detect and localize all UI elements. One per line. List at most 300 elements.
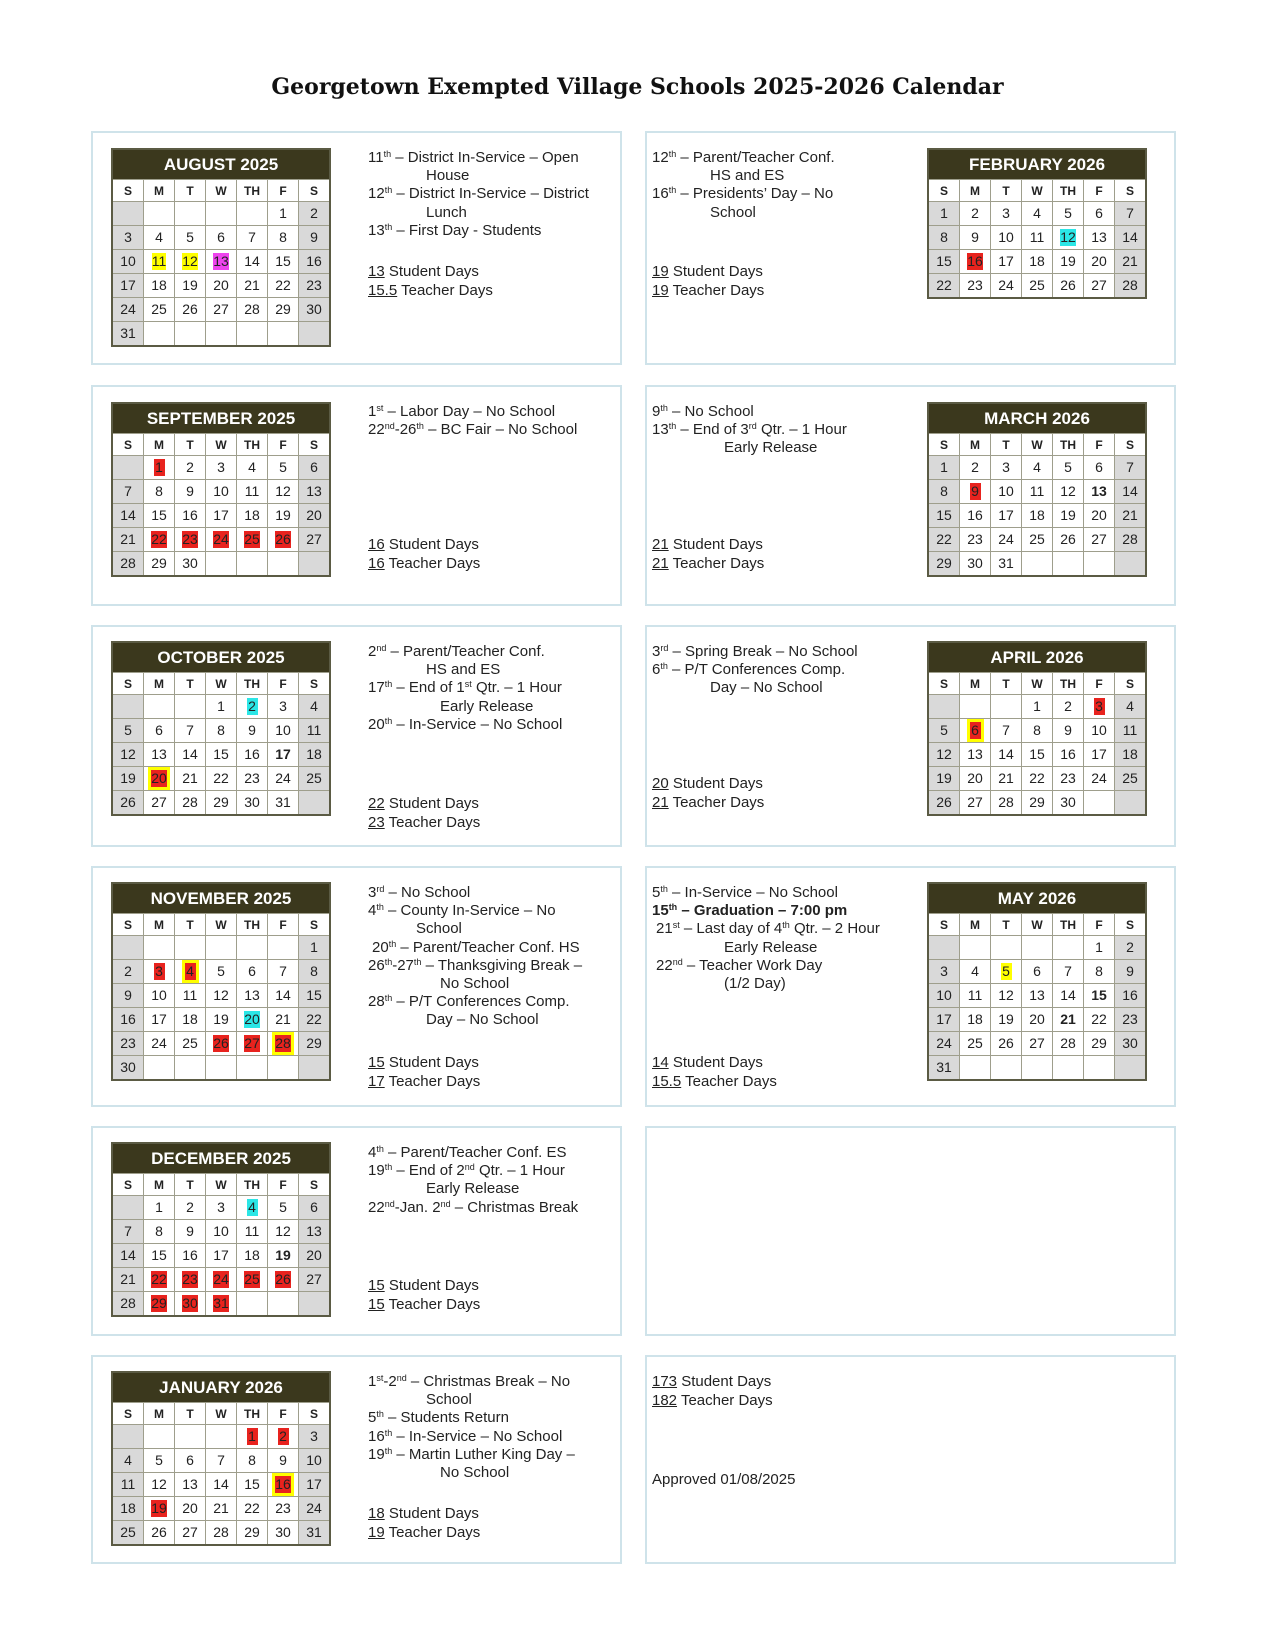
day-cell [237,1032,268,1056]
day-number: 12 [275,483,291,499]
note-line: Early Release [426,1180,520,1198]
day-cell [144,504,175,528]
day-number: 17 [275,746,291,762]
day-cell [268,298,299,322]
day-cell [991,791,1022,816]
day-cell [112,202,144,226]
day-number: 5 [279,459,287,475]
day-cell [206,791,237,816]
weekday-header: W [206,673,237,695]
day-cell [1053,1032,1084,1056]
day-number: 18 [1029,253,1045,269]
weekday-header: S [299,180,331,202]
day-cell [268,1268,299,1292]
day-cell [960,767,991,791]
day-cell [1115,695,1147,719]
day-number: 11 [1029,229,1045,245]
day-cell [1022,719,1053,743]
weekday-header: W [1022,180,1053,202]
day-cell [960,791,991,816]
day-cell [1084,743,1115,767]
weekday-header: S [928,180,960,202]
day-number: 4 [248,1199,256,1215]
day-cell [112,1521,144,1546]
day-cell [1115,984,1147,1008]
weekday-header: S [112,673,144,695]
day-number: 9 [1064,722,1072,738]
day-cell [1053,743,1084,767]
day-cell [268,1244,299,1268]
day-cell [175,791,206,816]
note-line: Lunch [426,203,467,221]
day-cell [237,1425,268,1449]
weekday-header: T [175,180,206,202]
day-cell [299,1292,331,1317]
day-cell [928,480,960,504]
student-days-label: Student Days [388,1054,479,1071]
calendar-jan [111,1371,331,1546]
day-number: 19 [998,1011,1014,1027]
day-number: 30 [275,1524,291,1540]
day-number: 8 [310,963,318,979]
day-cell [1084,1032,1115,1056]
day-number: 3 [155,963,163,979]
day-cell [1053,1008,1084,1032]
day-number: 29 [151,555,167,571]
note-line: 26th-27th – Thanksgiving Break – [368,956,583,974]
day-number: 16 [1122,987,1138,1003]
weekday-header: S [928,434,960,456]
day-cell [991,456,1022,480]
day-number: 20 [1091,507,1107,523]
day-number: 13 [967,746,983,762]
day-number: 15 [213,746,229,762]
day-number: 11 [967,987,983,1003]
day-cell [960,960,991,984]
note-line: 1st – Labor Day – No School [368,403,556,420]
day-cell [1053,719,1084,743]
day-number: 7 [248,229,256,245]
day-cell [144,552,175,577]
day-number: 5 [217,963,225,979]
teacher-days-count: 19 [652,281,669,299]
day-number: 21 [213,1500,229,1516]
day-cell [144,1521,175,1546]
day-number: 20 [182,1500,198,1516]
year-totals [652,1373,773,1410]
day-cell [268,791,299,816]
day-cell [1022,767,1053,791]
day-cell [960,504,991,528]
note-line: 13th – End of 3rd Qtr. – 1 Hour [652,421,847,439]
day-number: 11 [182,987,198,1003]
day-cell [144,719,175,743]
weekday-header: M [144,180,175,202]
day-number: 7 [1126,459,1134,475]
note-line: 3rd – No School [368,884,471,901]
note-line: 12th – Parent/Teacher Conf. [652,149,835,166]
day-number: 29 [1091,1035,1107,1051]
day-number: 3 [310,1428,318,1444]
teacher-days-label: Teacher Days [685,1072,777,1090]
day-number: 28 [120,555,136,571]
day-number: 27 [213,301,229,317]
counts-aug [368,263,493,300]
day-cell [1022,528,1053,552]
teacher-days-label: Teacher Days [672,793,765,811]
day-number: 7 [1126,205,1134,221]
day-cell [1053,791,1084,816]
notes-feb [652,149,835,222]
day-number: 27 [306,1271,322,1287]
day-cell [299,960,331,984]
day-number: 11 [244,483,260,499]
day-cell [175,1449,206,1473]
day-number: 28 [275,1035,291,1051]
day-cell [960,552,991,577]
day-cell [1022,791,1053,816]
note-line: 19th – Martin Luther King Day – [368,1445,575,1463]
weekday-header: TH [237,673,268,695]
day-number: 28 [213,1524,229,1540]
day-cell [1022,456,1053,480]
day-cell [960,250,991,274]
day-cell [175,984,206,1008]
day-number: 18 [1029,507,1045,523]
day-number: 7 [1002,722,1010,738]
teacher-days-count: 21 [652,554,669,572]
day-cell [1115,250,1147,274]
day-cell [175,1521,206,1546]
day-cell [144,528,175,552]
day-cell [299,984,331,1008]
day-number: 23 [306,277,322,293]
day-cell [112,322,144,347]
day-number: 30 [244,794,260,810]
day-number: 11 [244,1223,260,1239]
day-number: 4 [971,963,979,979]
day-cell [1115,743,1147,767]
day-number: 23 [244,770,260,786]
day-number: 27 [1091,277,1107,293]
weekday-header: M [960,180,991,202]
day-cell [268,719,299,743]
month-header: NOVEMBER 2025 [112,883,330,914]
weekday-header: W [1022,914,1053,936]
day-cell [144,202,175,226]
day-cell [991,960,1022,984]
day-number: 10 [151,987,167,1003]
day-number: 21 [120,1271,136,1287]
day-cell [112,1056,144,1081]
day-cell [237,1473,268,1497]
day-cell [299,528,331,552]
note-line: 28th – P/T Conferences Comp. [368,993,570,1011]
day-cell [299,936,331,960]
day-cell [991,274,1022,299]
day-cell [175,528,206,552]
day-cell [206,480,237,504]
day-cell [299,480,331,504]
day-cell [268,226,299,250]
day-cell [1022,984,1053,1008]
day-cell [206,322,237,347]
day-cell [1084,202,1115,226]
day-cell [299,767,331,791]
day-cell [175,1196,206,1220]
day-cell [1053,984,1084,1008]
day-number: 12 [1060,229,1076,245]
day-number: 6 [155,722,163,738]
day-number: 20 [151,770,167,786]
day-number: 9 [186,483,194,499]
weekday-header: F [268,180,299,202]
month-header: MAY 2026 [928,883,1146,914]
day-cell [991,936,1022,960]
day-cell [112,1220,144,1244]
day-number: 27 [151,794,167,810]
teacher-days-count: 15.5 [652,1072,682,1090]
day-cell [237,743,268,767]
day-cell [960,1008,991,1032]
day-number: 19 [275,1247,291,1263]
day-number: 8 [279,229,287,245]
day-number: 23 [120,1035,136,1051]
weekday-header: S [112,180,144,202]
day-number: 23 [182,531,198,547]
calendar-oct [111,641,331,816]
day-cell [928,936,960,960]
day-number: 16 [306,253,322,269]
day-number: 6 [1095,205,1103,221]
teacher-days-count: 21 [652,793,669,811]
day-number: 22 [151,1271,167,1287]
day-cell [928,743,960,767]
day-number: 1 [248,1428,256,1444]
day-number: 11 [1029,483,1045,499]
note-line: 4th – Parent/Teacher Conf. ES [368,1144,567,1161]
day-cell [299,1220,331,1244]
day-cell [268,1292,299,1317]
student-days-label: Student Days [672,1054,763,1071]
day-number: 10 [1091,722,1107,738]
student-days-count: 19 [652,263,669,280]
day-number: 16 [967,253,983,269]
calendar-feb [927,148,1147,299]
day-cell [112,250,144,274]
day-number: 26 [182,301,198,317]
day-cell [175,1008,206,1032]
day-cell [112,552,144,577]
day-number: 3 [1002,205,1010,221]
day-number: 3 [217,459,225,475]
teacher-days-label: Teacher Days [401,281,493,299]
day-number: 31 [306,1524,322,1540]
day-number: 26 [213,1035,229,1051]
day-number: 20 [1091,253,1107,269]
day-cell [299,456,331,480]
day-cell [175,226,206,250]
day-number: 23 [967,531,983,547]
note-line: 19th – End of 2nd Qtr. – 1 Hour [368,1162,565,1180]
day-number: 13 [1091,229,1107,245]
weekday-header: F [268,1174,299,1196]
day-cell [928,456,960,480]
student-days-count: 15 [368,1054,385,1071]
day-number: 10 [213,483,229,499]
weekday-header: W [206,180,237,202]
day-cell [991,1008,1022,1032]
day-number: 24 [120,301,136,317]
note-line: Early Release [724,938,818,956]
day-number: 5 [1064,459,1072,475]
day-number: 28 [120,1295,136,1311]
day-number: 2 [124,963,132,979]
day-number: 15 [244,1476,260,1492]
student-days-count: 18 [368,1505,385,1522]
day-number: 22 [213,770,229,786]
day-number: 5 [155,1452,163,1468]
calendar-mar [927,402,1147,577]
day-number: 19 [151,1500,167,1516]
day-number: 30 [182,555,198,571]
day-cell [175,767,206,791]
counts-sep [368,536,480,573]
day-cell [237,719,268,743]
day-cell [928,202,960,226]
day-cell [206,1244,237,1268]
day-cell [237,960,268,984]
teacher-days-label: Teacher Days [672,554,765,572]
day-cell [112,1473,144,1497]
weekday-header: S [112,914,144,936]
day-number: 18 [182,1011,198,1027]
day-number: 18 [244,507,260,523]
day-number: 14 [1122,229,1138,245]
day-cell [960,984,991,1008]
weekday-header: S [112,1174,144,1196]
day-number: 28 [244,301,260,317]
day-cell [144,1244,175,1268]
day-number: 16 [1060,746,1076,762]
day-number: 17 [213,507,229,523]
day-cell [299,1244,331,1268]
day-number: 8 [248,1452,256,1468]
day-cell [206,504,237,528]
day-cell [144,1425,175,1449]
day-cell [237,456,268,480]
day-number: 6 [248,963,256,979]
day-cell [960,226,991,250]
day-number: 7 [186,722,194,738]
day-number: 10 [306,1452,322,1468]
day-number: 12 [213,987,229,1003]
day-cell [112,274,144,298]
teacher-days-label: Teacher Days [388,1295,481,1313]
day-cell [928,226,960,250]
day-cell [1053,202,1084,226]
day-cell [175,480,206,504]
day-cell [144,695,175,719]
day-number: 17 [120,277,136,293]
day-cell [1115,552,1147,577]
day-cell [268,984,299,1008]
day-cell [1084,1056,1115,1081]
day-cell [206,1268,237,1292]
day-cell [1084,456,1115,480]
day-number: 15 [936,253,952,269]
day-cell [299,1032,331,1056]
notes-mar [652,403,847,458]
day-cell [299,1473,331,1497]
day-number: 30 [182,1295,198,1311]
day-number: 13 [306,483,322,499]
day-number: 30 [967,555,983,571]
day-number: 16 [967,507,983,523]
weekday-header: TH [1053,180,1084,202]
day-number: 25 [244,1271,260,1287]
day-cell [237,1196,268,1220]
note-line: 1st-2nd – Christmas Break – No [368,1373,571,1390]
weekday-header: S [112,1403,144,1425]
day-cell [1115,1032,1147,1056]
note-line: 13th – First Day - Students [368,221,542,239]
note-line: No School [440,975,510,993]
teacher-days-count: 23 [368,813,385,831]
day-cell [206,1497,237,1521]
day-number: 30 [1060,794,1076,810]
day-number: 1 [1033,698,1041,714]
day-cell [960,695,991,719]
day-number: 28 [998,794,1014,810]
day-number: 14 [244,253,260,269]
day-number: 22 [936,277,952,293]
day-number: 1 [217,698,225,714]
day-number: 22 [306,1011,322,1027]
weekday-header: S [112,434,144,456]
counts-jan [368,1505,480,1542]
weekday-header: F [268,673,299,695]
day-number: 26 [275,531,291,547]
day-number: 12 [998,987,1014,1003]
weekday-header: M [960,673,991,695]
day-cell [268,1220,299,1244]
day-cell [144,298,175,322]
day-cell [1115,719,1147,743]
day-cell [175,695,206,719]
note-line: 6th – P/T Conferences Comp. [652,661,846,679]
day-number: 15 [1029,746,1045,762]
day-number: 17 [998,253,1014,269]
day-cell [206,1449,237,1473]
day-number: 7 [124,1223,132,1239]
teacher-days-label: Teacher Days [672,281,765,299]
day-cell [175,298,206,322]
day-cell [206,984,237,1008]
day-number: 25 [182,1035,198,1051]
day-cell [1084,552,1115,577]
day-number: 19 [213,1011,229,1027]
day-number: 21 [1060,1011,1076,1027]
day-number: 21 [998,770,1014,786]
day-cell [1022,1056,1053,1081]
day-cell [1084,274,1115,299]
weekday-header: M [144,914,175,936]
day-cell [144,1220,175,1244]
day-cell [206,960,237,984]
weekday-header: S [928,673,960,695]
day-number: 26 [275,1271,291,1287]
